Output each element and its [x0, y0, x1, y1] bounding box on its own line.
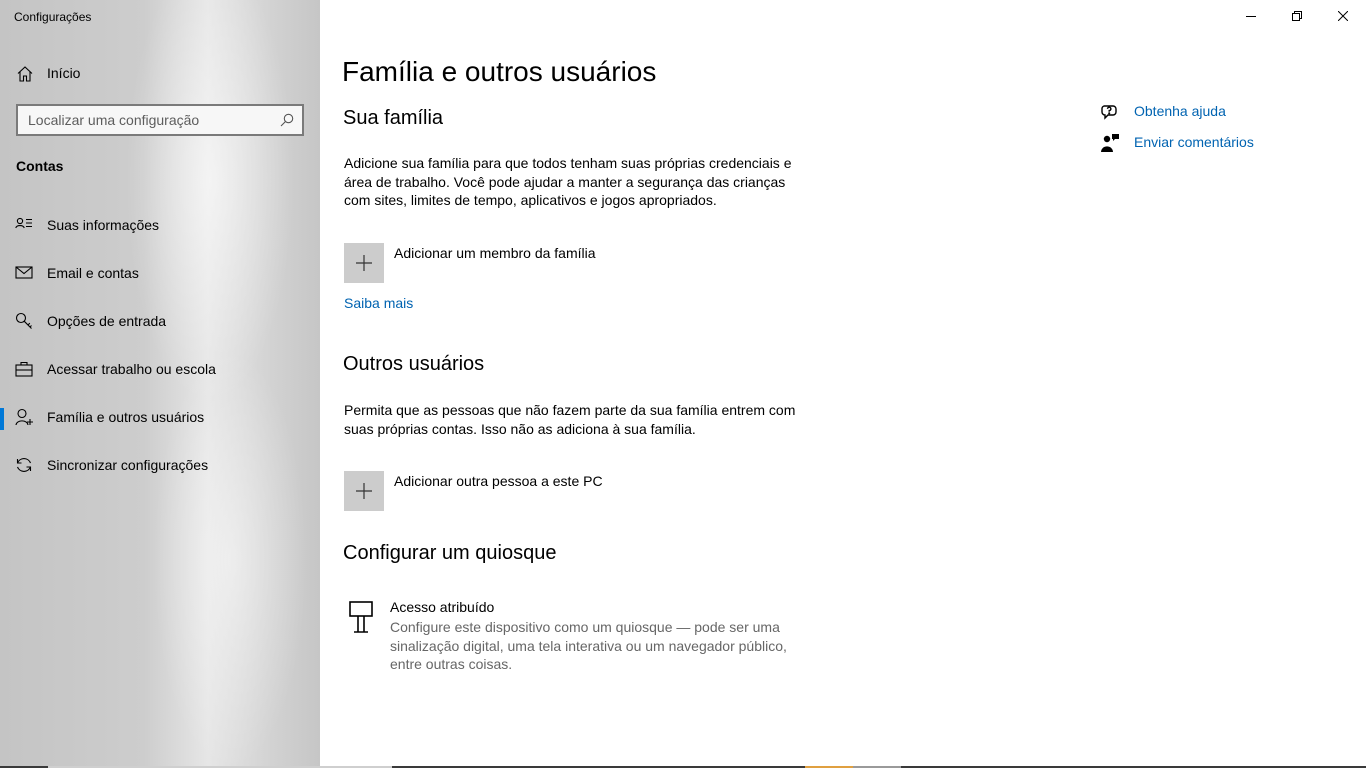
assigned-access-title: Acesso atribuído [390, 599, 495, 615]
feedback-person-icon [1100, 133, 1120, 153]
briefcase-icon [15, 360, 33, 378]
home-icon [16, 65, 34, 83]
restore-button[interactable] [1274, 0, 1320, 32]
sync-icon [15, 456, 33, 474]
search-icon[interactable] [272, 106, 302, 134]
sidebar-item-label: Suas informações [47, 217, 160, 233]
plus-icon [355, 482, 373, 500]
sidebar-item-suas-informacoes[interactable] [0, 201, 320, 249]
key-icon [15, 312, 33, 330]
assigned-access-description: Configure este dispositivo como um quiosque — pode ser uma sinalização digital, uma tela interativa ou um navegador público, entre outras coisas. [390, 619, 787, 672]
add-other-person-box[interactable] [344, 471, 384, 511]
nav-home-label: Início [47, 65, 81, 81]
other-users-description: Permita que as pessoas que não fazem parte da sua família entrem com suas próprias contas. Isso não as adiciona à sua família. [344, 402, 796, 437]
other-users-heading: Outros usuários [343, 353, 485, 375]
send-feedback-link[interactable]: Enviar comentários [1134, 134, 1254, 150]
sidebar-item-opcoes-de-entrada[interactable] [0, 297, 320, 345]
get-help-item[interactable] [1100, 100, 1320, 131]
sidebar-item-acessar-trabalho[interactable] [0, 345, 320, 393]
sidebar-item-label: Email e contas [47, 265, 139, 281]
minimize-button[interactable] [1228, 0, 1274, 32]
sidebar-item-label: Opções de entrada [47, 313, 167, 329]
sidebar-item-label: Sincronizar configurações [47, 457, 209, 473]
person-card-icon [15, 216, 33, 234]
learn-more-link[interactable]: Saiba mais [344, 295, 414, 311]
sidebar-item-sincronizar[interactable] [0, 441, 320, 489]
add-other-person-label: Adicionar outra pessoa a este PC [394, 473, 603, 489]
window-controls [1228, 0, 1366, 32]
nav-list [0, 201, 320, 489]
mail-icon [15, 264, 33, 282]
app-title: Configurações [14, 10, 92, 24]
minimize-icon [1246, 11, 1256, 21]
close-icon [1338, 11, 1348, 21]
close-button[interactable] [1320, 0, 1366, 32]
kiosk-heading: Configurar um quiosque [343, 542, 557, 564]
add-other-person-button[interactable] [344, 471, 603, 511]
help-links [1100, 100, 1320, 162]
family-description: Adicione sua família para que todos tenham suas próprias credenciais e área de trabalho. Você pode ajudar a manter a segurança das crianças com sites, limites de tempo, aplicativos e jogos apropriados. [344, 155, 792, 208]
family-heading: Sua família [343, 107, 444, 129]
add-family-member-label: Adicionar um membro da família [394, 245, 596, 261]
help-chat-icon [1100, 102, 1120, 122]
search-box[interactable] [16, 104, 304, 136]
get-help-link[interactable]: Obtenha ajuda [1134, 103, 1226, 119]
sidebar-item-familia[interactable] [0, 393, 320, 441]
main-content [320, 0, 1366, 768]
search-input[interactable] [18, 106, 272, 134]
restore-icon [1292, 11, 1302, 21]
sidebar-item-label: Família e outros usuários [47, 409, 205, 425]
sidebar [0, 0, 320, 768]
send-feedback-item[interactable] [1100, 131, 1320, 162]
nav-home[interactable] [0, 56, 320, 90]
sidebar-item-email-e-contas[interactable] [0, 249, 320, 297]
kiosk-icon [348, 600, 376, 634]
person-add-icon [15, 408, 33, 426]
section-label-contas: Contas [16, 158, 64, 174]
add-family-member-box[interactable] [344, 243, 384, 283]
sidebar-item-label: Acessar trabalho ou escola [47, 361, 216, 377]
add-family-member-button[interactable] [344, 243, 596, 283]
page-title: Família e outros usuários [342, 56, 657, 87]
plus-icon [355, 254, 373, 272]
